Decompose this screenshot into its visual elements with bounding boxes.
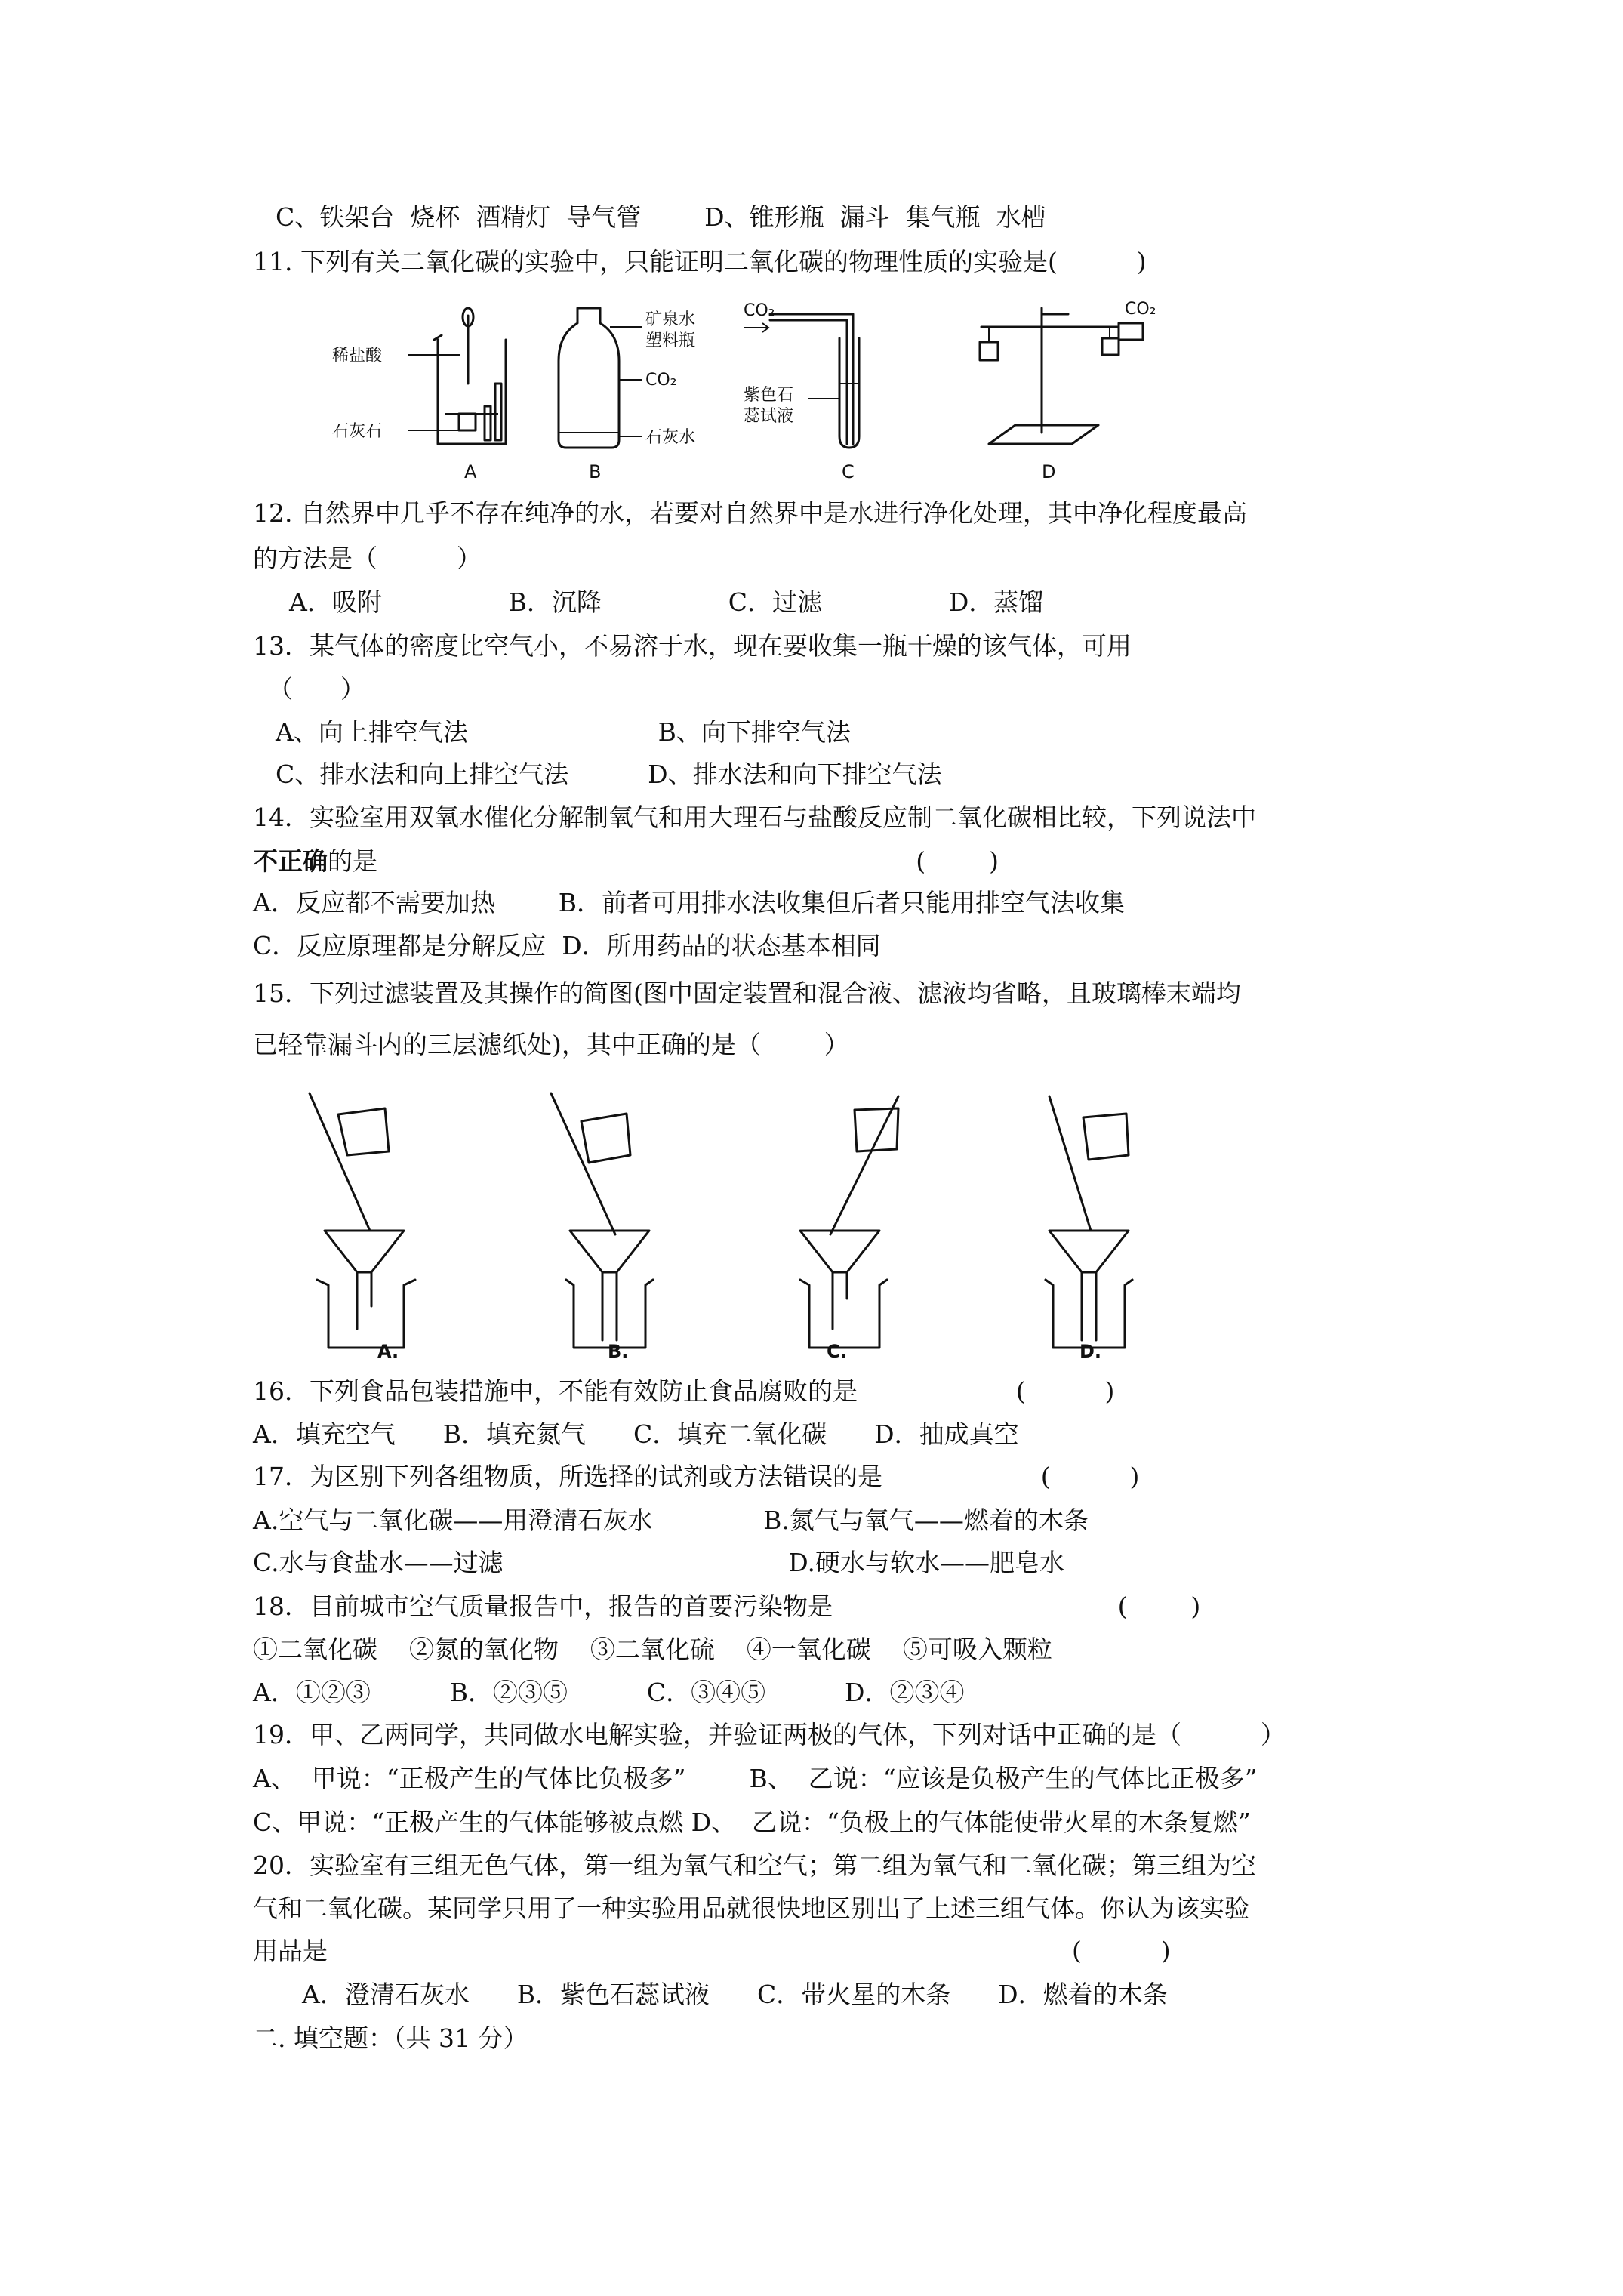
label-hcl: 稀盐酸 <box>332 347 383 365</box>
section-2-heading: 二. 填空题：（共 31 分） <box>253 2023 528 2053</box>
label-limewater: 石灰水 <box>645 428 696 447</box>
question-19-options-1: A、 甲说：“正极产生的气体比负极多” B、 乙说：“应该是负极产生的气体比正极多” <box>253 1764 1258 1793</box>
filter-caption-b: B. <box>608 1341 629 1362</box>
question-17-options-2: C.水与食盐水——过滤 D.硬水与软水——肥皂水 <box>253 1548 1064 1577</box>
question-16-options: A．填充空气 B．填充氮气 C．填充二氧化碳 D．抽成真空 <box>253 1419 1019 1449</box>
question-13-line-2: （ ） <box>268 674 365 704</box>
question-20-line-1: 20．实验室有三组无色气体，第一组为氧气和空气；第二组为氧气和二氧化碳；第三组为空 <box>253 1851 1256 1880</box>
label-co2-c: CO₂ <box>744 301 775 320</box>
filter-caption-a: A. <box>377 1341 399 1362</box>
question-19: 19．甲、乙两同学，共同做水电解实验，并验证两极的气体，下列对话中正确的是（ ） <box>253 1720 1286 1749</box>
label-limestone: 石灰石 <box>332 422 383 441</box>
question-20-line-3: 用品是 ( ) <box>253 1936 1171 1965</box>
filter-caption-c: C. <box>827 1341 847 1362</box>
question-14-options-2: C．反应原理都是分解反应 D．所用药品的状态基本相同 <box>253 931 881 960</box>
label-co2-b: CO₂ <box>645 371 677 390</box>
question-12-line-2: 的方法是（ ） <box>253 544 482 573</box>
question-13-line-1: 13．某气体的密度比空气小，不易溶于水，现在要收集一瓶干燥的该气体，可用 <box>253 631 1132 661</box>
label-co2-d: CO₂ <box>1125 300 1156 319</box>
question-18: 18．目前城市空气质量报告中，报告的首要污染物是 ( ) <box>253 1592 1201 1621</box>
apparatus-d <box>980 300 1156 482</box>
label-litmus-2: 蕊试液 <box>744 407 794 426</box>
q15-figure <box>272 1080 1238 1367</box>
question-18-statements: ①二氧化碳 ②氮的氧化物 ③二氧化硫 ④一氧化碳 ⑤可吸入颗粒 <box>253 1635 1052 1664</box>
question-17: 17．为区别下列各组物质，所选择的试剂或方法错误的是 ( ) <box>253 1462 1140 1491</box>
apparatus-a <box>332 308 506 482</box>
question-12-line-1: 12. 自然界中几乎不存在纯净的水，若要对自然界中是水进行净化处理，其中净化程度最高 <box>253 498 1247 528</box>
filter-setup-c <box>800 1096 898 1362</box>
question-14-line-1: 14．实验室用双氧水催化分解制氧气和用大理石与盐酸反应制二氧化碳相比较，下列说法中 <box>253 803 1256 832</box>
question-19-options-2: C、甲说：“正极产生的气体能够被点燃 D、 乙说：“负极上的气体能使带火星的木条复燃” <box>253 1808 1251 1837</box>
caption-b: B <box>589 461 602 482</box>
apparatus-c <box>744 301 859 482</box>
question-11: 11. 下列有关二氧化碳的实验中，只能证明二氧化碳的物理性质的实验是( ) <box>253 247 1147 276</box>
caption-d: D <box>1042 461 1056 482</box>
question-17-options-1: A.空气与二氧化碳——用澄清石灰水 B.氮气与氧气——燃着的木条 <box>253 1505 1089 1535</box>
caption-a: A <box>464 461 477 482</box>
apparatus-b <box>559 308 695 482</box>
question-12-options: A．吸附 B．沉降 C．过滤 D．蒸馏 <box>289 587 1044 617</box>
question-20-line-2: 气和二氧化碳。某同学只用了一种实验用品就很快地区别出了上述三组气体。你认为该实验 <box>253 1894 1249 1923</box>
filter-caption-d: D. <box>1079 1341 1102 1362</box>
label-litmus-1: 紫色石 <box>744 386 794 405</box>
question-14-line-2 <box>253 846 999 877</box>
question-14-line-2-rest: 的是 ( ) <box>328 846 999 876</box>
question-13-options-1: A、向上排空气法 B、向下排空气法 <box>276 717 851 747</box>
question-20-options: A．澄清石灰水 B．紫色石蕊试液 C．带火星的木条 D．燃着的木条 <box>302 1980 1168 2009</box>
question-14-options-1: A．反应都不需要加热 B．前者可用排水法收集但后者只能用排空气法收集 <box>253 888 1125 917</box>
q11-figure <box>317 293 1238 489</box>
filter-setup-a <box>310 1093 415 1362</box>
question-16: 16．下列食品包装措施中，不能有效防止食品腐败的是 ( ) <box>253 1376 1115 1406</box>
question-15-line-2: 已轻靠漏斗内的三层滤纸处)，其中正确的是（ ） <box>253 1030 849 1059</box>
label-bottle-2: 塑料瓶 <box>645 331 696 350</box>
question-18-options: A．①②③ B．②③⑤ C．③④⑤ D．②③④ <box>253 1678 965 1707</box>
line-options-c-d: C、铁架台 烧杯 酒精灯 导气管 D、锥形瓶 漏斗 集气瓶 水槽 <box>276 202 1046 232</box>
emphasis-not-correct: 不正确 <box>253 846 328 876</box>
question-13-options-2: C、排水法和向上排空气法 D、排水法和向下排空气法 <box>276 760 942 789</box>
filter-setup-b <box>551 1093 653 1362</box>
question-15-line-1: 15．下列过滤装置及其操作的简图(图中固定装置和混合液、滤液均省略，且玻璃棒末端均 <box>253 978 1241 1008</box>
caption-c: C <box>842 461 855 482</box>
label-bottle-1: 矿泉水 <box>645 310 696 329</box>
filter-setup-d <box>1046 1096 1132 1362</box>
